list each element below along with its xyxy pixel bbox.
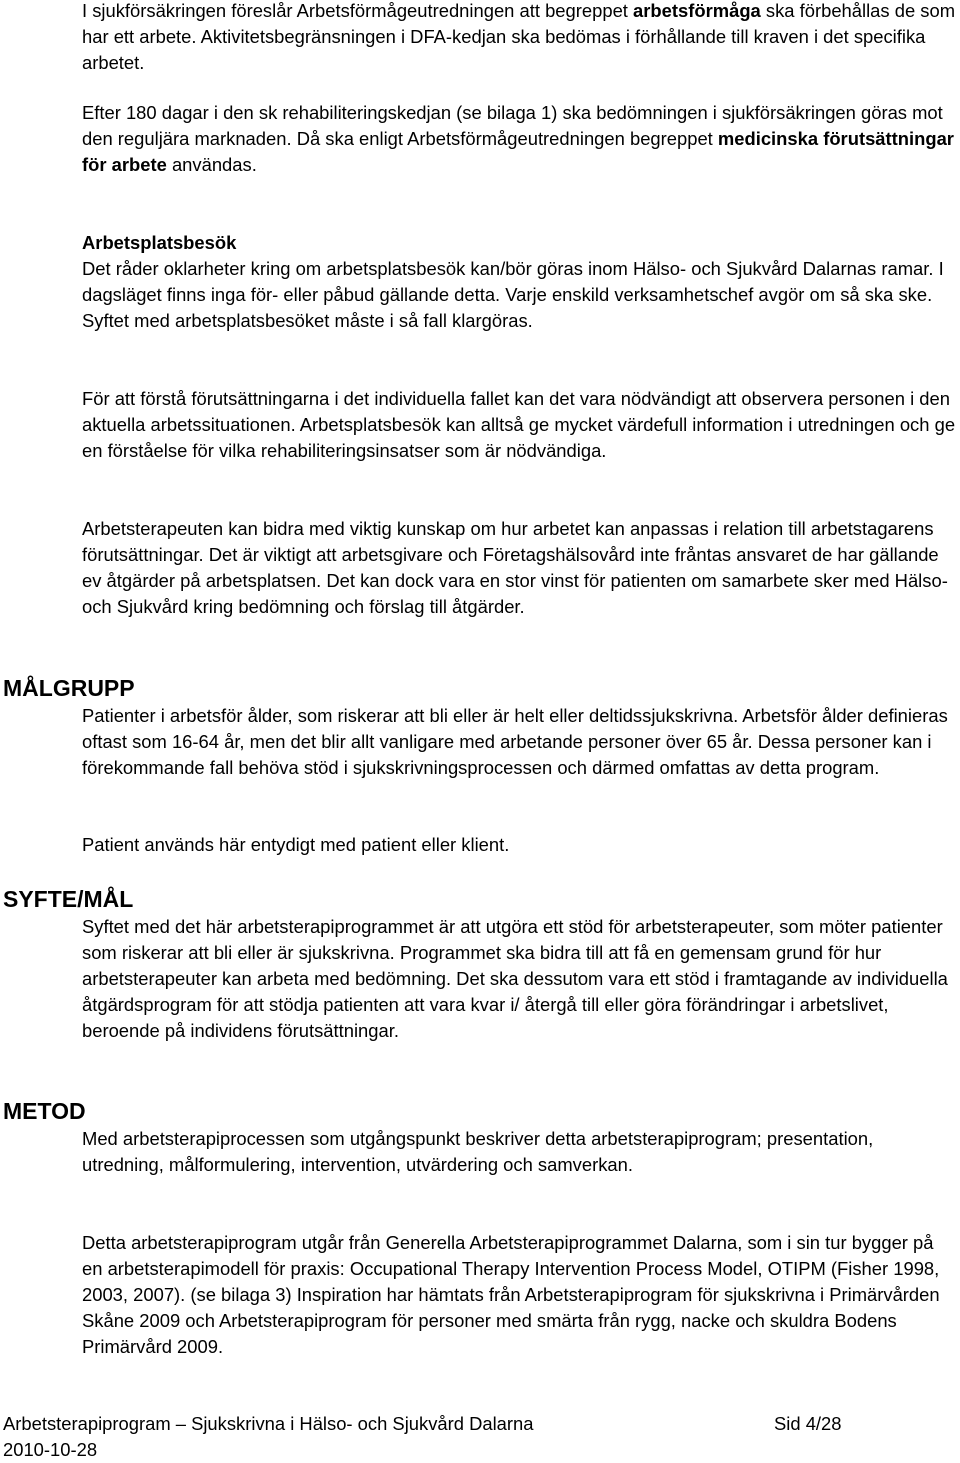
paragraph-forutsattningar: För att förstå förutsättningarna i det individuella fallet kan det vara nödvändigt att observera personen i den aktuella arbetssituationen. Arbetsplatsbesök kan alltså ge mycket värdefull information i utredningen och ge en förståelse för vilka rehabiliteringsinsatser som är nödvändiga.	[82, 388, 956, 461]
section-heading-malgrupp: MÅLGRUPP	[3, 675, 135, 701]
paragraph-otipm: Detta arbetsterapiprogram utgår från Generella Arbetsterapiprogrammet Dalarna, som i sin tur bygger på en arbetsterapimodell för praxis: Occupational Therapy Intervention Process Model, OTIPM (Fisher 1998, 2003, 2007). (se bilaga 3) Inspiration har hämtats från Arbetsterapiprogram för sjukskrivna i Primärvården Skåne 2009 och Arbetsterapiprogram för personer med smärta från rygg, nacke och skuldra Bodens Primärvård 2009.	[82, 1232, 940, 1357]
footer-date: 2010-10-28	[3, 1439, 98, 1460]
paragraph-180-dagar	[82, 100, 958, 178]
paragraph-text: ska förbehållas de som har ett arbete. Aktivitetsbegränsningen i DFA-kedjan ska bedömas i förhållande till kraven i det specifika arbetet.	[82, 0, 956, 73]
paragraph-metod: Med arbetsterapiprocessen som utgångspunkt beskriver detta arbetsterapiprogram; presentation, utredning, målformulering, intervention, utvärdering och samverkan.	[82, 1128, 874, 1175]
footer-title: Arbetsterapiprogram – Sjukskrivna i Hälso- och Sjukvård Dalarna	[3, 1413, 534, 1434]
section-heading-metod: METOD	[3, 1098, 86, 1124]
paragraph-arbetsterapeuten: Arbetsterapeuten kan bidra med viktig kunskap om hur arbetet kan anpassas i relation till arbetstagarens förutsättningar. Det är viktigt att arbetsgivare och Företagshälsovård inte fråntas ansvaret de har gällande ev åtgärder på arbetsplatsen. Det kan dock vara en stor vinst för patienten om samarbete sker med Hälso- och Sjukvård kring bedömning och förslag till åtgärder.	[82, 518, 948, 617]
paragraph-syfte: Syftet med det här arbetsterapiprogrammet är att utgöra ett stöd för arbetsterapeuter, som möter patienter som riskerar att bli eller är sjukskrivna. Programmet ska bidra till att få en gemensam grund för hur arbetsterapeuter kan arbeta med bedömning. Det ska dessutom vara ett stöd i framtagande av individuella åtgärdsprogram för att stödja patienten att vara kvar i/ återgå till eller göra förändringar i arbetslivet, beroende på individens förutsättningar.	[82, 916, 948, 1041]
section-heading-syfte: SYFTE/MÅL	[3, 886, 134, 912]
paragraph-arbetsplatsbesok	[82, 230, 958, 334]
paragraph-text: Det råder oklarheter kring om arbetsplatsbesök kan/bör göras inom Hälso- och Sjukvård Dalarnas ramar. I dagsläget finns inga för- eller påbud gällande detta. Varje enskild verksamhetschef avgör om så ska ske. Syftet med arbetsplatsbesöket måste i så fall klargöras.	[82, 258, 944, 331]
footer-page-number: Sid 4/28	[774, 1413, 842, 1434]
paragraph-text: Efter 180 dagar i den sk rehabiliteringskedjan (se bilaga 1) ska bedömningen i sjukförsäkringen göras mot den reguljära marknaden. Då ska enligt Arbetsförmågeutredningen begreppet	[82, 102, 943, 149]
paragraph-text: I sjukförsäkringen föreslår Arbetsförmågeutredningen att begreppet	[82, 0, 634, 21]
paragraph-malgrupp: Patienter i arbetsför ålder, som riskerar att bli eller är helt eller deltidssjukskrivna. Arbetsför ålder definieras oftast som 16-64 år, men det blir allt vanligare med arbetande personer över 65 år. Dessa personer kan i förekommande fall behöva stöd i sjukskrivningsprocessen och därmed omfattas av detta program.	[82, 705, 948, 778]
paragraph-patient: Patient används här entydigt med patient eller klient.	[82, 834, 510, 855]
bold-term: medicinska förutsättningar för arbete	[82, 128, 954, 175]
paragraph-text: användas.	[166, 154, 257, 175]
subheading-arbetsplatsbesok: Arbetsplatsbesök	[82, 232, 237, 253]
bold-term: arbetsförmåga	[633, 0, 761, 21]
paragraph-arbetsformaga	[82, 0, 958, 76]
